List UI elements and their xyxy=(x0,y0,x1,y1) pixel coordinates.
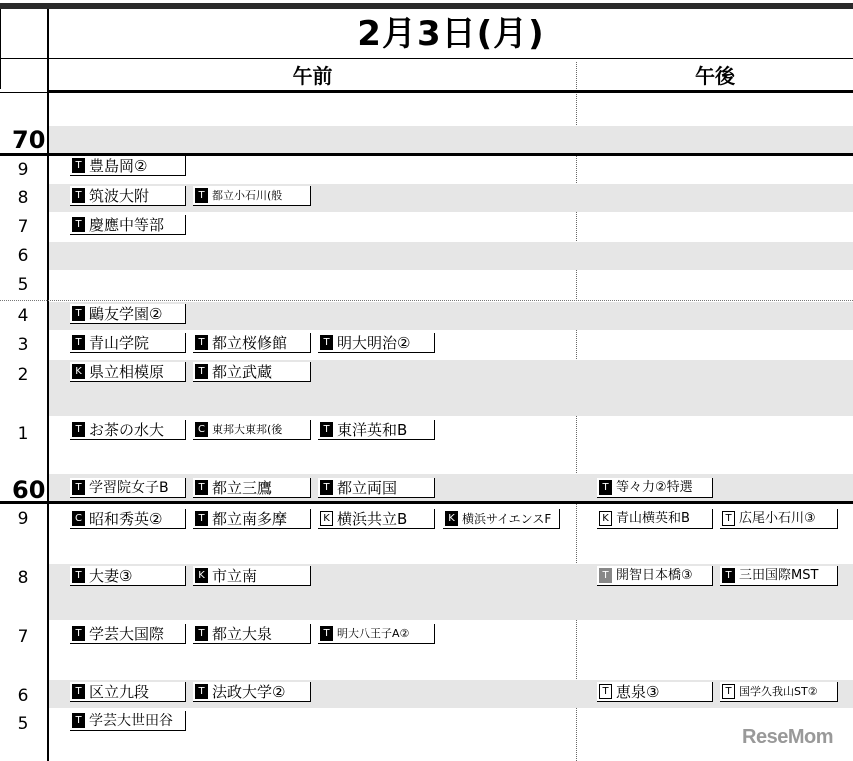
school-entry xyxy=(193,682,311,702)
school-name: お茶の水大 xyxy=(89,420,165,439)
badge-t: T xyxy=(722,568,735,583)
school-name: 県立相模原 xyxy=(89,362,165,381)
badge-t: T xyxy=(72,626,85,641)
badge-t: T xyxy=(195,684,208,699)
school-name: 大妻③ xyxy=(89,566,133,585)
school-entry xyxy=(597,478,713,498)
school-entry xyxy=(193,566,311,586)
header-bottom-line xyxy=(49,90,853,93)
school-entry xyxy=(70,362,186,382)
school-name: 横浜サイエンスF xyxy=(462,511,552,526)
resemom-logo: ReseMom xyxy=(742,726,833,748)
badge-t: T xyxy=(320,626,333,641)
score-69: 9 xyxy=(17,160,29,180)
school-entry xyxy=(720,682,838,702)
school-entry xyxy=(597,682,713,702)
badge-k: K xyxy=(72,364,85,379)
school-entry xyxy=(193,186,311,206)
badge-t: T xyxy=(722,684,735,699)
badge-t: T xyxy=(320,480,333,495)
school-entry xyxy=(318,333,435,353)
left-edge xyxy=(0,9,1,89)
badge-t: T xyxy=(72,335,85,350)
school-name: 鷗友学園② xyxy=(89,304,163,323)
school-name: 東邦大東邦(後 xyxy=(212,422,283,436)
score-60: 60 xyxy=(12,476,46,504)
date-title: 2月3日(月) xyxy=(357,14,545,54)
school-entry xyxy=(70,304,186,324)
am-header: 午前 xyxy=(292,64,333,88)
badge-t: T xyxy=(195,511,208,526)
band-6a xyxy=(49,242,853,270)
score-70: 70 xyxy=(12,126,46,154)
school-name: 青山横英和B xyxy=(616,510,690,526)
badge-t: T xyxy=(599,568,612,583)
school-entry xyxy=(193,362,311,382)
school-name: 開智日本橋③ xyxy=(616,567,693,583)
school-entry xyxy=(193,333,311,353)
badge-k: K xyxy=(320,511,333,526)
school-name: 学芸大世田谷 xyxy=(89,712,173,729)
top-border xyxy=(0,3,853,9)
school-name: 都立大泉 xyxy=(212,624,273,643)
school-entry xyxy=(70,509,186,529)
school-entry xyxy=(70,156,186,176)
school-name: 豊島岡② xyxy=(89,156,148,175)
school-name: 市立南 xyxy=(212,566,258,585)
school-name: 学芸大国際 xyxy=(89,624,165,643)
score-55: 5 xyxy=(17,714,29,734)
school-entry xyxy=(70,624,186,644)
score-63: 3 xyxy=(17,335,29,355)
badge-k: K xyxy=(599,511,612,526)
line-60 xyxy=(0,501,853,504)
badge-t: T xyxy=(72,713,85,728)
school-name: 都立南多摩 xyxy=(212,509,288,528)
badge-c: C xyxy=(72,511,85,526)
score-66: 6 xyxy=(17,246,29,266)
school-name: 明大明治② xyxy=(337,333,411,352)
badge-t: T xyxy=(195,335,208,350)
badge-t: T xyxy=(320,422,333,437)
school-name: 東洋英和B xyxy=(337,420,408,439)
badge-t: T xyxy=(72,158,85,173)
badge-t: T xyxy=(72,422,85,437)
school-name: 三田国際MST xyxy=(739,567,819,583)
score-64: 4 xyxy=(17,306,29,326)
school-entry xyxy=(70,566,186,586)
score-67: 7 xyxy=(17,217,29,237)
band-70 xyxy=(49,126,853,154)
badge-t: T xyxy=(722,511,735,526)
school-name: 恵泉③ xyxy=(616,682,660,701)
school-name: 都立桜修館 xyxy=(212,333,288,352)
badge-t: T xyxy=(72,217,85,232)
badge-k: K xyxy=(195,568,208,583)
school-entry xyxy=(70,333,186,353)
school-entry xyxy=(70,711,186,731)
school-name: 明大八王子A② xyxy=(337,626,410,640)
school-entry xyxy=(597,566,713,586)
left-header-bottom-line xyxy=(0,92,47,93)
school-name: 都立武蔵 xyxy=(212,362,273,381)
school-entry xyxy=(70,478,186,498)
school-entry xyxy=(70,186,186,206)
school-name: 横浜共立B xyxy=(337,509,408,528)
school-name: 青山学院 xyxy=(89,333,150,352)
school-entry xyxy=(70,682,186,702)
score-61: 1 xyxy=(17,424,29,444)
score-57: 7 xyxy=(17,627,29,647)
badge-t: T xyxy=(195,480,208,495)
badge-t: T xyxy=(72,480,85,495)
school-entry xyxy=(318,478,435,498)
school-name: 広尾小石川③ xyxy=(739,510,816,526)
school-entry xyxy=(318,420,435,440)
title-underline xyxy=(49,58,853,59)
score-59: 9 xyxy=(17,509,29,529)
badge-t: T xyxy=(72,568,85,583)
score-68: 8 xyxy=(17,188,29,208)
school-name: 法政大学② xyxy=(212,682,286,701)
badge-t: T xyxy=(72,188,85,203)
school-entry xyxy=(193,478,311,498)
score-56: 6 xyxy=(17,686,29,706)
pm-header: 午後 xyxy=(695,64,735,88)
school-entry xyxy=(443,509,560,529)
school-entry xyxy=(597,509,713,529)
score-65: 5 xyxy=(17,275,29,295)
badge-t: T xyxy=(195,188,208,203)
school-name: 筑波大附 xyxy=(89,186,150,205)
school-entry xyxy=(318,509,435,529)
left-header-underline xyxy=(0,58,47,59)
badge-t: T xyxy=(195,364,208,379)
badge-t: T xyxy=(320,335,333,350)
school-name: 区立九段 xyxy=(89,682,150,701)
score-62: 2 xyxy=(17,365,29,385)
school-entry xyxy=(70,420,186,440)
school-name: 等々力②特選 xyxy=(616,479,693,495)
school-name: 学習院女子B xyxy=(89,479,169,496)
badge-t: T xyxy=(599,684,612,699)
badge-k: K xyxy=(445,511,458,526)
school-entry xyxy=(193,509,311,529)
school-entry xyxy=(720,566,838,586)
badge-t: T xyxy=(195,626,208,641)
school-entry xyxy=(193,624,311,644)
school-entry xyxy=(318,624,435,644)
school-name: 都立小石川(般 xyxy=(212,188,283,202)
badge-t: T xyxy=(72,684,85,699)
school-name: 慶應中等部 xyxy=(89,215,165,234)
school-entry xyxy=(720,509,838,529)
dotted-line-65 xyxy=(0,300,853,301)
school-entry xyxy=(193,420,311,440)
school-name: 都立両国 xyxy=(337,478,398,497)
school-name: 都立三鷹 xyxy=(212,478,273,497)
badge-c: C xyxy=(195,422,208,437)
school-entry xyxy=(70,215,186,235)
badge-t: T xyxy=(72,306,85,321)
score-58: 8 xyxy=(17,568,29,588)
badge-t: T xyxy=(599,480,612,495)
school-name: 国学久我山ST② xyxy=(739,684,818,698)
school-name: 昭和秀英② xyxy=(89,509,163,528)
